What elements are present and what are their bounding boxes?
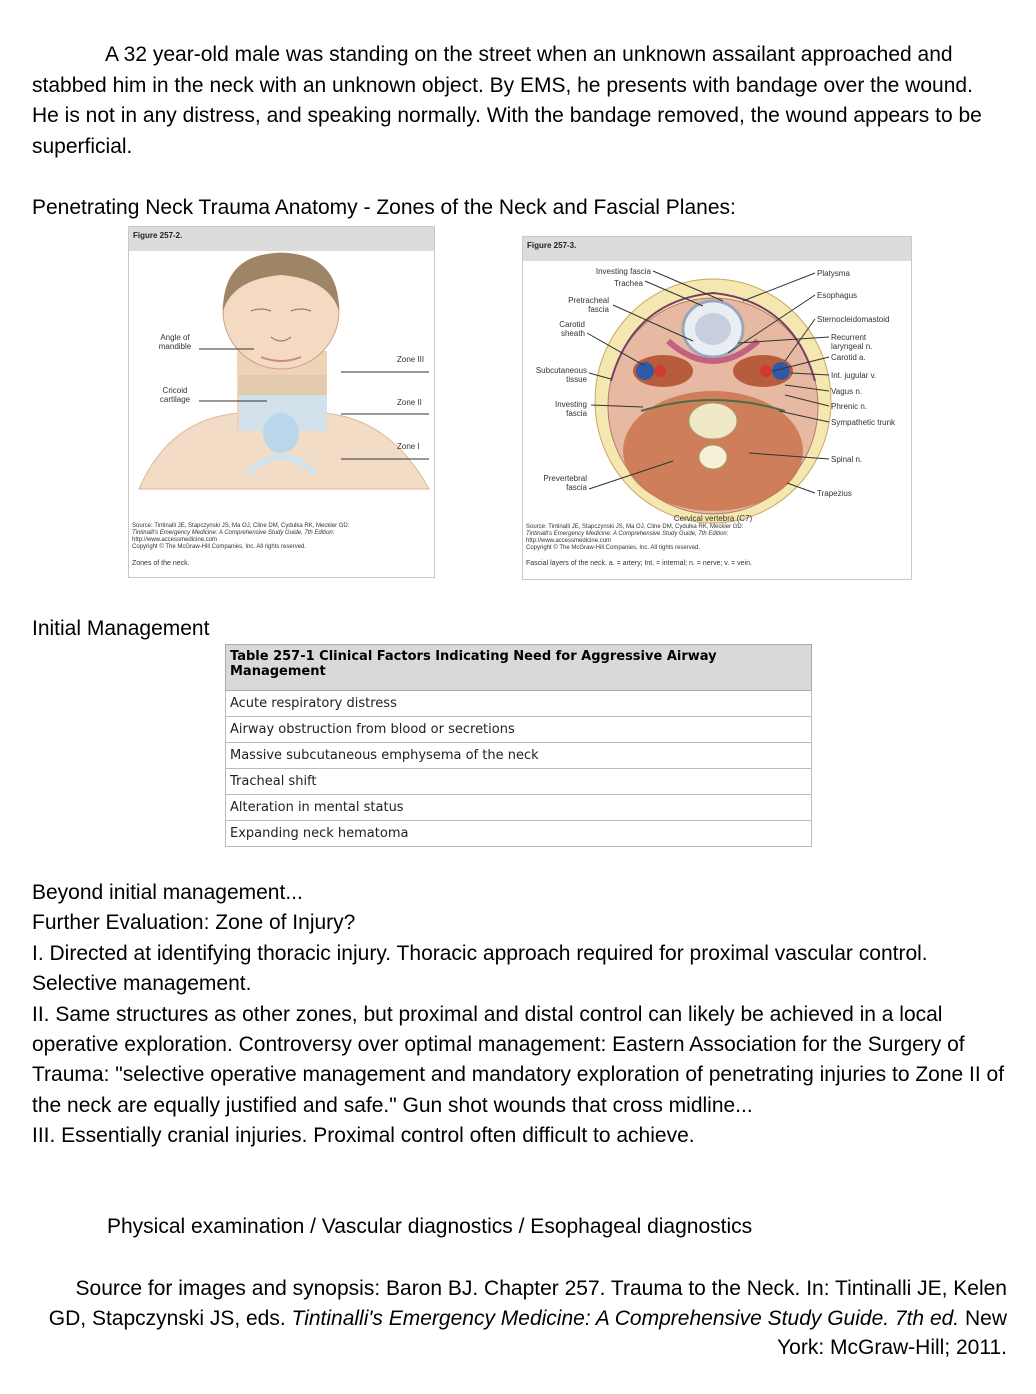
table-cell: Massive subcutaneous emphysema of the neck [226,743,812,769]
label-angle-mandible-2: mandible [158,342,192,351]
further-evaluation-section [32,878,1012,1152]
source-line: http://www.accessmedicine.com [132,537,218,543]
source-line: Tintinalli's Emergency Medicine: A Comprehensive Study Guide, 7th Edition: [526,531,729,537]
label-esophagus: Esophagus [817,291,858,300]
table-row [226,769,812,795]
table-row [226,821,812,847]
initial-management-heading: Initial Management [32,617,210,640]
beyond-initial-line: Beyond initial management... [32,881,303,904]
label-carotid-sheath-2: sheath [560,329,585,338]
label-trapezius: Trapezius [817,489,852,498]
label-recurrent-1: Recurrent [831,333,867,342]
label-cervical-vertebra: Cervical vertebra (C7) [673,514,753,523]
figure-source [526,524,743,552]
figure-source [132,523,349,551]
table-cell: Airway obstruction from blood or secretions [226,717,812,743]
case-intro-paragraph: A 32 year-old male was standing on the street when an unknown assailant approached and stabbed him in the neck with an unknown object. By EMS, he presents with bandage over the wound. He is not in any distress, and speaking normally. With the bandage removed, the wound appears to be superficial. [32,43,982,158]
source-line: Tintinalli's Emergency Medicine: A Comprehensive Study Guide, 7th Edition: [132,530,335,536]
label-trachea: Trachea [613,279,643,288]
table-cell: Tracheal shift [226,769,812,795]
table-cell: Acute respiratory distress [226,691,812,717]
diagnostics-line: Physical examination / Vascular diagnostics / Esophageal diagnostics [107,1215,753,1238]
figure-title: Figure 257-3. [523,237,911,261]
citation-book-title: Tintinalli's Emergency Medicine: A Comprehensive Study Guide. 7th ed. [291,1306,960,1330]
table-row [226,795,812,821]
figure-zones-of-neck [128,226,435,578]
label-prevertebral-1: Prevertebral [543,474,587,483]
figure-caption: Fascial layers of the neck. a. = artery; Int. = internal; n. = nerve; v. = vein. [526,560,752,567]
neck-zones-illustration [129,251,434,521]
source-citation [40,1274,1007,1363]
table-title: Table 257-1 Clinical Factors Indicating Need for Aggressive Airway Management [226,645,812,691]
source-line: http://www.accessmedicine.com [526,538,612,544]
figure-title: Figure 257-2. [129,227,434,251]
label-spinal-nerve: Spinal n. [831,455,863,464]
label-carotid-sheath-1: Carotid [559,320,585,329]
label-zone-i: Zone I [397,442,420,451]
label-cricoid-1: Cricoid [162,386,188,395]
label-zone-ii: Zone II [397,398,422,407]
label-sternocleidomastoid: Sternocleidomastoid [817,315,890,324]
label-angle-mandible-1: Angle of [160,333,190,342]
source-line: Source: Tintinalli JE, Stapczynski JS, Ma OJ, Cline DM, Cydulka RK, Meckler GD: [132,523,350,529]
label-subcutaneous-1: Subcutaneous [535,366,587,375]
source-line: Copyright © The McGraw-Hill Companies, Inc. All rights reserved. [132,544,307,550]
label-phrenic: Phrenic n. [831,402,868,411]
label-pretracheal-1: Pretracheal [568,296,609,305]
zone-question-line: Further Evaluation: Zone of Injury? [32,911,356,935]
table-row [226,743,812,769]
label-cricoid-2: cartilage [159,395,191,404]
label-sympathetic-trunk: Sympathetic trunk [831,418,896,427]
zone-ii-paragraph: II. Same structures as other zones, but proximal and distal control can likely be achieved in a local operative exploration. Controversy over optimal management: Eastern Association for the Surgery of Trauma: "selective operative management and mandatory exploration of penetrating injuries to Zone II of the neck are equally justified and safe." Gun shot wounds that cross midline... [32,1002,1005,1117]
label-zone-iii: Zone III [397,355,425,364]
figure-fascial-layers [522,236,912,580]
figure-caption: Zones of the neck. [132,560,190,567]
airway-management-table [225,644,812,847]
label-subcutaneous-2: tissue [566,375,587,384]
zone-iii-paragraph: III. Essentially cranial injuries. Proximal control often difficult to achieve. [32,1124,695,1148]
label-int-jugular: Int. jugular v. [831,371,877,380]
label-investing-fascia-top: Investing fascia [595,267,651,276]
label-investing-1: Investing [554,400,587,409]
label-vagus: Vagus n. [831,387,862,396]
source-line: Copyright © The McGraw-Hill Companies, Inc. All rights reserved. [526,545,701,551]
label-prevertebral-2: fascia [566,483,587,492]
label-platysma: Platysma [817,269,850,278]
table-cell: Alteration in mental status [226,795,812,821]
label-recurrent-2: laryngeal n. [831,342,873,351]
citation-publisher: New York: McGraw-Hill; 2011. [777,1306,1007,1360]
source-line: Source: Tintinalli JE, Stapczynski JS, Ma OJ, Cline DM, Cydulka RK, Meckler GD: [526,524,744,530]
label-investing-2: fascia [566,409,587,418]
label-pretracheal-2: fascia [588,305,609,314]
table-cell: Expanding neck hematoma [226,821,812,847]
anatomy-heading: Penetrating Neck Trauma Anatomy - Zones of the Neck and Fascial Planes: [32,196,736,219]
neck-cross-section-illustration [523,261,911,541]
table-row [226,691,812,717]
label-carotid-artery: Carotid a. [831,353,866,362]
table-row [226,717,812,743]
zone-i-paragraph: I. Directed at identifying thoracic injury. Thoracic approach required for proximal vascular control. Selective management. [32,941,928,996]
citation-prefix: Source for images and synopsis: Baron BJ. Chapter 257. Trauma to the Neck. In: Tintinalli JE, Kelen GD, Stapczynski JS, eds. [48,1277,1007,1330]
